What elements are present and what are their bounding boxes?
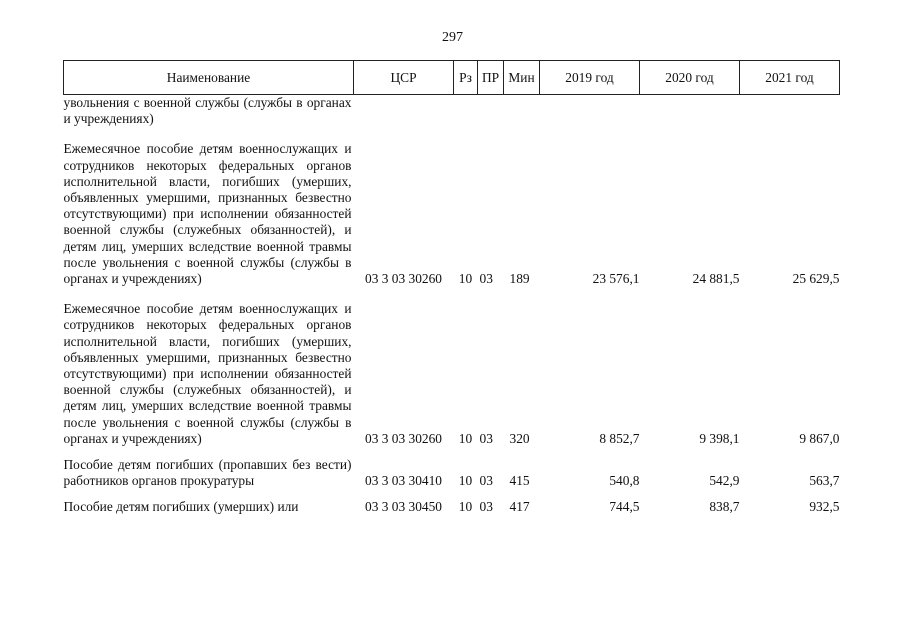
row-name: Ежемесячное пособие детям военнослужащих и сотрудников некоторых федеральных органов исполнительной власти, погибших (умерших, объявленных умершими, признанных безвестно отсутствующими) при исполнении обязанностей военной службы (служебных обязанностей), и детям лиц, умерших вследствие военной травмы после увольнения с военной службы (службы в органах и учреждениях) [63, 301, 352, 446]
row-csr: 03 3 03 30260 [365, 271, 442, 287]
header-rz: Рз [454, 61, 478, 95]
row-2020: 542,9 [709, 473, 740, 489]
row-spacer [64, 287, 840, 301]
row-rz [454, 95, 478, 128]
row-spacer [64, 447, 840, 457]
row-spacer [64, 127, 840, 141]
table-row [64, 499, 840, 515]
row-2019: 744,5 [609, 499, 640, 515]
row-pr: 03 [479, 271, 493, 287]
row-2019: 8 852,7 [599, 430, 640, 446]
row-pr: 03 [479, 473, 493, 489]
row-2019 [540, 95, 640, 128]
header-2021: 2021 год [740, 61, 840, 95]
row-rz: 10 [458, 430, 473, 446]
row-csr: 03 3 03 30260 [365, 430, 442, 446]
row-2020: 838,7 [709, 499, 740, 515]
row-2021: 932,5 [809, 499, 840, 515]
row-min [504, 95, 540, 128]
table-row [64, 301, 840, 447]
row-2021: 563,7 [809, 473, 840, 489]
row-name: Ежемесячное пособие детям военнослужащих и сотрудников некоторых федеральных органов исполнительной власти, погибших (умерших, объявленных умершими, признанных безвестно отсутствующими) при исполнении обязанностей военной службы (служебных обязанностей), и детям лиц, умерших вследствие военной травмы после увольнения с военной службы (службы в органах и учреждениях) [63, 141, 352, 287]
row-min: 189 [509, 271, 530, 287]
row-spacer [64, 489, 840, 499]
row-pr: 03 [479, 499, 493, 515]
row-2019: 23 576,1 [592, 271, 640, 287]
row-2020 [640, 95, 740, 128]
header-pr: ПР [478, 61, 504, 95]
row-name: Пособие детям погибших (пропавших без вести) работников органов прокуратуры [63, 457, 352, 489]
row-pr [478, 95, 504, 128]
row-min: 417 [509, 499, 530, 515]
row-min: 415 [509, 473, 530, 489]
row-rz: 10 [458, 271, 473, 287]
row-2021: 25 629,5 [792, 271, 840, 287]
row-2019: 540,8 [609, 473, 640, 489]
header-min: Мин [504, 61, 540, 95]
row-2021 [740, 95, 840, 128]
header-name: Наименование [64, 61, 354, 95]
row-2020: 24 881,5 [692, 271, 740, 287]
header-2020: 2020 год [640, 61, 740, 95]
row-csr [354, 95, 454, 128]
header-csr: ЦСР [354, 61, 454, 95]
row-2020: 9 398,1 [699, 430, 740, 446]
row-csr: 03 3 03 30450 [365, 499, 442, 515]
row-pr: 03 [479, 430, 493, 446]
row-name: увольнения с военной службы (службы в органах и учреждениях) [63, 95, 352, 127]
row-rz: 10 [458, 473, 473, 489]
row-rz: 10 [458, 499, 473, 515]
row-min: 320 [509, 430, 530, 446]
table-header-row [64, 61, 840, 95]
row-csr: 03 3 03 30410 [365, 473, 442, 489]
row-2021: 9 867,0 [799, 430, 840, 446]
header-2019: 2019 год [540, 61, 640, 95]
row-name: Пособие детям погибших (умерших) или [63, 499, 299, 515]
table-row [64, 95, 840, 128]
page-number: 297 [442, 30, 463, 45]
table-row [64, 141, 840, 287]
table-row [64, 457, 840, 489]
budget-table [63, 60, 840, 516]
